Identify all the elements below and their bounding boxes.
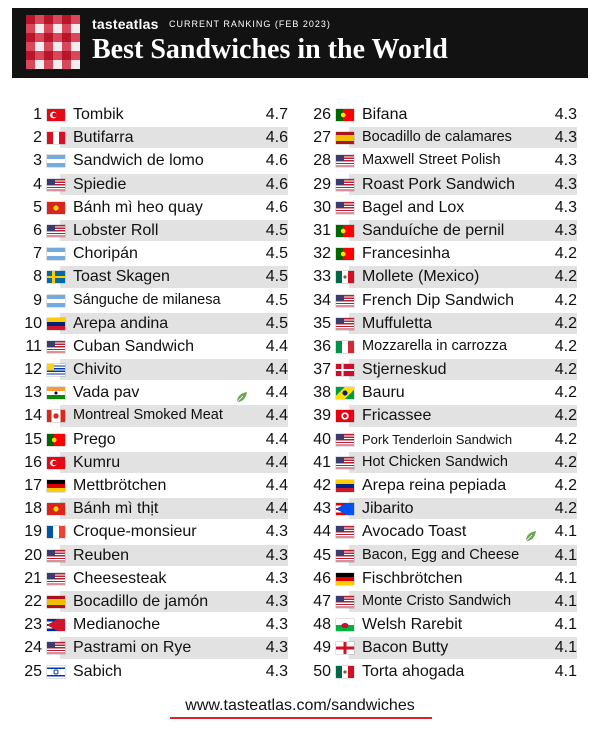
usa-flag-icon	[336, 295, 354, 307]
denmark-flag-icon	[336, 364, 354, 376]
sandwich-name: Cuban Sandwich	[73, 337, 194, 355]
list-item[interactable]	[307, 381, 577, 404]
sandwich-name: Sandwich de lomo	[73, 152, 204, 170]
rank-number: 43	[313, 500, 331, 518]
cuba-flag-icon	[47, 619, 65, 631]
list-item[interactable]	[18, 312, 288, 335]
vietnam-flag-icon	[47, 202, 65, 214]
list-item[interactable]	[307, 613, 577, 636]
rank-number: 15	[24, 430, 42, 448]
peru-flag-icon	[47, 132, 65, 144]
turkey-flag-icon	[47, 457, 65, 469]
rating-value: 4.4	[265, 430, 288, 448]
rank-number: 23	[24, 616, 42, 634]
rank-number: 32	[313, 245, 331, 263]
mexico-flag-icon	[336, 666, 354, 678]
list-item[interactable]	[18, 636, 288, 659]
list-item[interactable]	[307, 660, 577, 683]
sandwich-name: Toast Skagen	[73, 268, 170, 286]
rating-value: 4.2	[554, 337, 577, 355]
rating-value: 4.2	[554, 268, 577, 286]
rating-value: 4.4	[265, 384, 288, 402]
venezuela-flag-icon	[47, 318, 65, 330]
rating-value: 4.5	[265, 314, 288, 332]
list-item[interactable]	[307, 289, 577, 312]
germany-flag-icon	[47, 480, 65, 492]
rank-number: 6	[33, 221, 42, 239]
sandwich-name: Pastrami on Rye	[73, 639, 192, 657]
list-item[interactable]	[18, 590, 288, 613]
sandwich-name: Mettbrötchen	[73, 477, 167, 494]
list-item[interactable]	[18, 103, 288, 126]
rating-value: 4.3	[554, 221, 577, 239]
usa-flag-icon	[336, 318, 354, 330]
sandwich-name: Tombik	[73, 106, 124, 123]
rank-number: 25	[24, 662, 42, 680]
sandwich-name: French Dip Sandwich	[362, 291, 515, 309]
rank-number: 39	[313, 407, 331, 425]
rating-value: 4.4	[265, 453, 288, 471]
rank-number: 10	[24, 314, 42, 332]
list-item[interactable]	[307, 544, 577, 567]
rating-value: 4.4	[265, 500, 288, 518]
usa-flag-icon	[336, 526, 354, 538]
list-item[interactable]	[18, 544, 288, 567]
list-item[interactable]	[18, 265, 288, 288]
list-item[interactable]	[18, 381, 288, 404]
usa-flag-icon	[336, 155, 354, 167]
list-item[interactable]	[307, 520, 577, 543]
rank-number: 40	[313, 430, 331, 448]
rating-value: 4.1	[554, 616, 577, 634]
rating-value: 4.1	[554, 569, 577, 587]
list-item[interactable]	[18, 173, 288, 196]
sandwich-name: Croque-monsieur	[73, 523, 197, 541]
rating-value: 4.3	[554, 106, 577, 123]
rating-value: 4.2	[554, 314, 577, 332]
rank-number: 17	[24, 477, 42, 494]
sandwich-name: Fischbrötchen	[362, 569, 463, 587]
puerto-rico-flag-icon	[336, 503, 354, 515]
rating-value: 4.2	[554, 384, 577, 402]
rank-number: 34	[313, 291, 331, 309]
rank-number: 45	[313, 546, 331, 564]
rating-value: 4.1	[554, 639, 577, 657]
sandwich-name: Francesinha	[362, 245, 451, 263]
list-item[interactable]	[307, 126, 577, 149]
mexico-flag-icon	[336, 271, 354, 283]
rank-number: 16	[24, 453, 42, 471]
venezuela-flag-icon	[336, 480, 354, 492]
rank-number: 3	[33, 152, 42, 170]
england-flag-icon	[336, 642, 354, 654]
rank-number: 50	[313, 662, 331, 680]
sandwich-name: Muffuletta	[362, 314, 432, 332]
list-item[interactable]	[307, 173, 577, 196]
list-item[interactable]	[18, 289, 288, 312]
list-item[interactable]	[307, 428, 577, 451]
turkey-flag-icon	[47, 109, 65, 121]
list-item[interactable]	[18, 335, 288, 358]
list-item[interactable]	[18, 497, 288, 520]
list-item[interactable]	[18, 520, 288, 543]
vegan-leaf-icon	[525, 526, 537, 538]
rank-number: 21	[24, 569, 42, 587]
rating-value: 4.5	[265, 291, 288, 309]
portugal-flag-icon	[336, 248, 354, 260]
tasteatlas-logo-icon	[26, 15, 80, 69]
israel-flag-icon	[47, 666, 65, 678]
list-item[interactable]	[307, 567, 577, 590]
argentina-flag-icon	[47, 248, 65, 260]
rating-value: 4.1	[554, 662, 577, 680]
sandwich-name: Sanduíche de pernil	[362, 221, 505, 239]
rating-value: 4.7	[265, 106, 288, 123]
rating-value: 4.2	[554, 291, 577, 309]
rating-value: 4.3	[265, 639, 288, 657]
brand-name: tasteatlas	[92, 16, 159, 32]
rating-value: 4.3	[265, 523, 288, 541]
rating-value: 4.6	[265, 152, 288, 170]
spain-flag-icon	[336, 132, 354, 144]
list-item[interactable]	[18, 149, 288, 172]
sandwich-name: Avocado Toast	[362, 523, 467, 541]
sandwich-name: Sánguche de milanesa	[73, 291, 221, 308]
list-item[interactable]	[18, 660, 288, 683]
vegan-leaf-icon	[236, 387, 248, 399]
rank-number: 18	[24, 500, 42, 518]
rank-number: 20	[24, 546, 42, 564]
list-item[interactable]	[307, 474, 577, 497]
portugal-flag-icon	[47, 434, 65, 446]
rating-value: 4.5	[265, 268, 288, 286]
rating-value: 4.6	[265, 129, 288, 147]
rating-value: 4.5	[265, 245, 288, 263]
sandwich-name: Monte Cristo Sandwich	[362, 592, 512, 609]
usa-flag-icon	[47, 550, 65, 562]
rating-value: 4.2	[554, 453, 577, 471]
rank-number: 42	[313, 477, 331, 494]
list-item[interactable]	[18, 474, 288, 497]
rating-value: 4.4	[265, 407, 288, 425]
rating-value: 4.1	[554, 546, 577, 564]
rank-number: 37	[313, 361, 331, 379]
usa-flag-icon	[47, 642, 65, 654]
sandwich-name: Mozzarella in carrozza	[362, 337, 508, 354]
rating-value: 4.3	[265, 546, 288, 564]
rank-number: 28	[313, 152, 331, 170]
sandwich-name: Bánh mì heo quay	[73, 198, 203, 216]
rank-number: 36	[313, 337, 331, 355]
usa-flag-icon	[336, 202, 354, 214]
sandwich-name: Bifana	[362, 106, 408, 123]
usa-flag-icon	[336, 550, 354, 562]
sandwich-name: Bacon, Egg and Cheese	[362, 546, 520, 563]
rank-number: 11	[25, 337, 42, 355]
rank-number: 24	[24, 639, 42, 657]
sandwich-name: Bocadillo de calamares	[362, 129, 512, 146]
usa-flag-icon	[47, 341, 65, 353]
rank-number: 27	[313, 129, 331, 147]
rating-value: 4.1	[554, 523, 577, 541]
rating-value: 4.2	[554, 361, 577, 379]
rank-number: 33	[313, 268, 331, 286]
sandwich-name: Kumru	[73, 453, 121, 471]
rank-number: 2	[33, 129, 42, 147]
usa-flag-icon	[336, 596, 354, 608]
rank-number: 1	[33, 106, 42, 123]
wales-flag-icon	[336, 619, 354, 631]
sandwich-name: Arepa andina	[73, 314, 169, 332]
usa-flag-icon	[47, 225, 65, 237]
sweden-flag-icon	[47, 271, 65, 283]
page-title: Best Sandwiches in the World	[92, 34, 448, 65]
list-item[interactable]	[18, 242, 288, 265]
ranking-list-left	[18, 103, 288, 683]
argentina-flag-icon	[47, 295, 65, 307]
rating-value: 4.2	[554, 430, 577, 448]
list-item[interactable]	[307, 451, 577, 474]
rank-number: 12	[24, 361, 42, 379]
list-item[interactable]	[18, 358, 288, 381]
uruguay-flag-icon	[47, 364, 65, 376]
sandwich-name: Roast Pork Sandwich	[362, 175, 515, 193]
rating-value: 4.2	[554, 477, 577, 494]
tunisia-flag-icon	[336, 410, 354, 422]
rating-value: 4.3	[265, 569, 288, 587]
sandwich-name: Prego	[73, 430, 116, 448]
sandwich-name: Reuben	[73, 546, 130, 564]
rank-number: 46	[313, 569, 331, 587]
list-item[interactable]	[307, 196, 577, 219]
rating-value: 4.2	[554, 245, 577, 263]
list-item[interactable]	[307, 242, 577, 265]
sandwich-name: Welsh Rarebit	[362, 616, 463, 634]
rating-value: 4.6	[265, 198, 288, 216]
india-flag-icon	[47, 387, 65, 399]
sandwich-name: Bacon Butty	[362, 639, 449, 657]
sandwich-name: Bocadillo de jamón	[73, 592, 209, 610]
brazil-flag-icon	[336, 387, 354, 399]
rating-value: 4.3	[554, 129, 577, 147]
list-item[interactable]	[307, 103, 577, 126]
sandwich-name: Vada pav	[73, 384, 140, 402]
list-item[interactable]	[307, 149, 577, 172]
sandwich-name: Montreal Smoked Meat	[73, 407, 223, 424]
rating-value: 4.3	[265, 592, 288, 610]
rank-number: 44	[313, 523, 331, 541]
rank-number: 49	[313, 639, 331, 657]
rating-value: 4.3	[554, 152, 577, 170]
italy-flag-icon	[336, 341, 354, 353]
list-item[interactable]	[18, 126, 288, 149]
sandwich-name: Chivito	[73, 361, 122, 379]
list-item[interactable]	[18, 219, 288, 242]
list-item[interactable]	[18, 451, 288, 474]
usa-flag-icon	[47, 179, 65, 191]
sandwich-name: Torta ahogada	[362, 662, 465, 680]
usa-flag-icon	[47, 573, 65, 585]
usa-flag-icon	[336, 457, 354, 469]
rank-number: 19	[24, 523, 42, 541]
canada-flag-icon	[47, 410, 65, 422]
list-item[interactable]	[18, 404, 288, 427]
rating-value: 4.3	[554, 175, 577, 193]
footer-underline	[170, 717, 432, 719]
usa-flag-icon	[336, 434, 354, 446]
rating-value: 4.3	[265, 662, 288, 680]
list-item[interactable]	[307, 497, 577, 520]
usa-flag-icon	[336, 179, 354, 191]
sandwich-name: Choripán	[73, 245, 138, 263]
rank-number: 26	[313, 106, 331, 123]
sandwich-name: Sabich	[73, 662, 122, 680]
sandwich-name: Pork Tenderloin Sandwich	[362, 431, 513, 447]
germany-flag-icon	[336, 573, 354, 585]
rank-number: 4	[33, 175, 42, 193]
list-item[interactable]	[307, 590, 577, 613]
rating-value: 4.1	[554, 592, 577, 610]
rating-value: 4.3	[265, 616, 288, 634]
portugal-flag-icon	[336, 109, 354, 121]
rating-value: 4.4	[265, 361, 288, 379]
rating-value: 4.5	[265, 221, 288, 239]
list-item[interactable]	[307, 219, 577, 242]
portugal-flag-icon	[336, 225, 354, 237]
list-item[interactable]	[307, 312, 577, 335]
ranking-subtitle: CURRENT RANKING (FEB 2023)	[169, 19, 331, 29]
france-flag-icon	[47, 526, 65, 538]
sandwich-name: Hot Chicken Sandwich	[362, 453, 508, 470]
rating-value: 4.6	[265, 175, 288, 193]
sandwich-name: Spiedie	[73, 175, 127, 193]
rating-value: 4.2	[554, 407, 577, 425]
rank-number: 7	[33, 245, 42, 263]
list-item[interactable]	[307, 358, 577, 381]
rank-number: 9	[33, 291, 42, 309]
footer-link[interactable]: www.tasteatlas.com/sandwiches	[185, 697, 415, 714]
sandwich-name: Arepa reina pepiada	[362, 477, 507, 494]
rank-number: 22	[24, 592, 42, 610]
rating-value: 4.2	[554, 500, 577, 518]
rank-number: 31	[313, 221, 331, 239]
rank-number: 38	[313, 384, 331, 402]
list-item[interactable]	[18, 196, 288, 219]
list-item[interactable]	[307, 404, 577, 427]
rank-number: 48	[313, 616, 331, 634]
sandwich-name: Cheesesteak	[73, 569, 167, 587]
list-item[interactable]	[307, 265, 577, 288]
brand-line	[92, 16, 331, 34]
sandwich-name: Bauru	[362, 384, 405, 402]
sandwich-name: Bánh mì thịt	[73, 500, 159, 518]
rating-value: 4.4	[265, 337, 288, 355]
list-item[interactable]	[307, 636, 577, 659]
rating-value: 4.4	[265, 477, 288, 494]
sandwich-name: Jibarito	[362, 500, 414, 518]
ranking-list-right	[307, 103, 577, 683]
rank-number: 41	[313, 453, 331, 471]
sandwich-name: Butifarra	[73, 129, 134, 147]
vietnam-flag-icon	[47, 503, 65, 515]
rank-number: 8	[33, 268, 42, 286]
list-item[interactable]	[18, 428, 288, 451]
rank-number: 30	[313, 198, 331, 216]
sandwich-name: Lobster Roll	[73, 221, 159, 239]
rank-number: 35	[313, 314, 331, 332]
spain-flag-icon	[47, 596, 65, 608]
rank-number: 13	[24, 384, 42, 402]
rank-number: 14	[24, 407, 42, 425]
rank-number: 47	[313, 592, 331, 610]
sandwich-name: Fricassee	[362, 407, 432, 425]
list-item[interactable]	[307, 335, 577, 358]
argentina-flag-icon	[47, 155, 65, 167]
rank-number: 5	[33, 198, 42, 216]
sandwich-name: Bagel and Lox	[362, 198, 465, 216]
rank-number: 29	[313, 175, 331, 193]
list-item[interactable]	[18, 613, 288, 636]
rating-value: 4.3	[554, 198, 577, 216]
sandwich-name: Mollete (Mexico)	[362, 268, 480, 286]
sandwich-name: Stjerneskud	[362, 361, 447, 379]
sandwich-name: Medianoche	[73, 616, 161, 634]
list-item[interactable]	[18, 567, 288, 590]
header-banner	[12, 8, 588, 78]
sandwich-name: Maxwell Street Polish	[362, 152, 501, 169]
